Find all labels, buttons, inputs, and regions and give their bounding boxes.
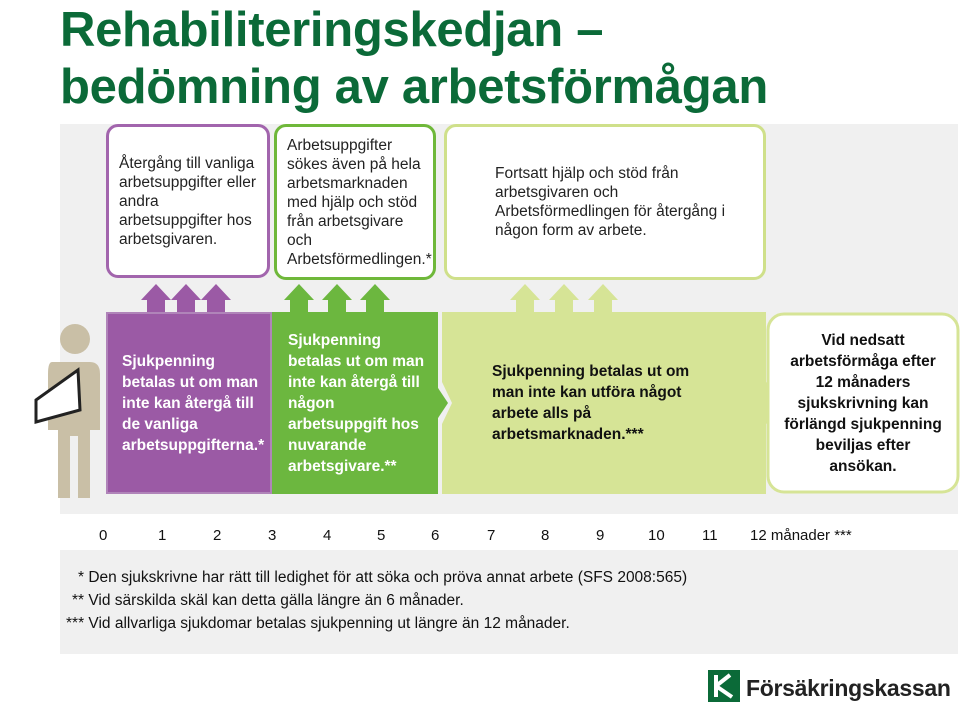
tick-label: 7 [487, 527, 496, 544]
title-line-2: bedömning av arbetsförmågan [60, 60, 768, 114]
stage-block-3-text: Sjukpenning betalas ut om man inte kan utföra något arbete alls på arbetsmarknaden.*** [492, 363, 690, 443]
footnote-3: *** Vid allvarliga sjukdomar betalas sjukpenning ut längre än 12 månader. [66, 615, 570, 632]
stage-block-2-text: Sjukpenning betalas ut om man inte kan återgå till någon arbetsuppgift hos nuvarande arbetsgivare.** [288, 331, 425, 475]
tick-label: 10 [648, 527, 665, 544]
up-arrows-green [284, 284, 390, 312]
tick-label: 9 [596, 527, 605, 544]
stage-block-4 [766, 312, 960, 494]
outcome-box-1-text: Återgång till vanliga arbetsuppgifter eller andra arbetsuppgifter hos arbetsgivaren. [119, 154, 256, 248]
tick-label: 3 [268, 527, 277, 544]
stage-block-2 [276, 312, 440, 494]
tick-label: 6 [431, 527, 440, 544]
sick-person-icon [30, 318, 104, 500]
tick-label: 4 [323, 527, 332, 544]
stage-block-4-text: Vid nedsatt arbetsförmåga efter 12 månaders sjukskrivning kan förlängd sjukpenning beviljas efter ansökan. [784, 331, 942, 475]
footnote-2: ** Vid särskilda skäl kan detta gälla längre än 6 månader. [72, 592, 464, 609]
stage-block-1-text: Sjukpenning betalas ut om man inte kan återgå till de vanliga arbetsuppgifterna.* [122, 352, 265, 454]
up-arrows-lightgreen [510, 284, 618, 312]
tick-label: 1 [158, 527, 167, 544]
outcome-box-3-text: Fortsatt hjälp och stöd från arbetsgivaren och Arbetsförmedlingen för återgång i någon form av arbete. [495, 165, 726, 239]
tick-label: 8 [541, 527, 550, 544]
title-line-1: Rehabiliteringskedjan – [60, 3, 604, 57]
up-arrows-purple [141, 284, 231, 312]
outcome-box-2-text: Arbetsuppgifter sökes även på hela arbetsmarknaden med hjälp och stöd från arbetsgivare och Arbetsförmedlingen.* [287, 136, 432, 268]
stage-block-3 [442, 312, 768, 494]
footnote-1: * Den sjukskrivne har rätt till ledighet för att söka och pröva annat arbete (SFS 2008:565) [78, 569, 688, 586]
tick-label: 0 [99, 527, 108, 544]
tick-label: 11 [702, 527, 718, 544]
logo-text: Försäkringskassan [746, 675, 951, 701]
stage-block-1 [106, 312, 272, 494]
tick-label: 12 månader *** [750, 527, 852, 544]
forsakringskassan-logo-icon [708, 670, 740, 702]
tick-label: 2 [213, 527, 222, 544]
tick-label: 5 [377, 527, 386, 544]
